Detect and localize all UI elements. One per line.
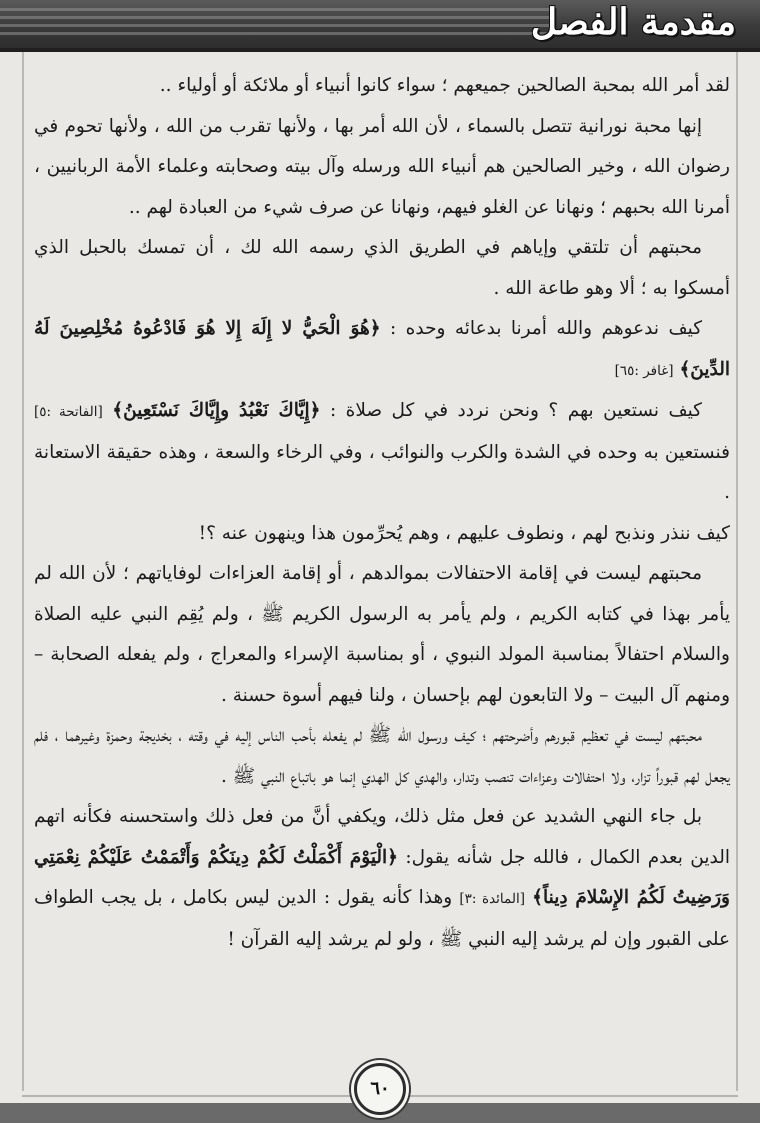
verse-reference: [غافر :٦٥] <box>614 362 674 379</box>
paragraph-with-ayah <box>34 797 730 960</box>
paragraph-with-ayah <box>34 309 730 391</box>
quran-verse: ﴿هُوَ الْحَيُّ لا إِلَهَ إِلا هُوَ فَادْعُوهُ مُخْلِصِينَ لَهُ الدِّينَ﴾ <box>34 318 730 380</box>
paragraph: محبتهم أن تلتقي وإياهم في الطريق الذي رسمه الله لك ، أن تمسك بالحبل الذي أمسكوا به ؛ ألا وهو طاعة الله . <box>34 237 730 299</box>
paragraph: كيف ننذر ونذبح لهم ، ونطوف عليهم ، وهم يُحرِّمون هذا وينهون عنه ؟! <box>198 522 730 544</box>
body-text <box>34 66 730 960</box>
header-stripe <box>0 24 550 27</box>
paragraph-text: وهذا كأنه يقول : الدين ليس بكامل ، بل يجب الطواف على القبور وإن لم يرشد إليه النبي ﷺ ، ولو لم يرشد إليه القرآن ! <box>34 887 730 950</box>
header-stripe <box>0 32 550 35</box>
paragraph-text: كيف ندعوهم والله أمرنا بدعائه وحده : <box>390 318 702 339</box>
paragraph-text: فنستعين به وحده في الشدة والكرب والنوائب ، وفي الرخاء والسعة ، وهذه حقيقة الاستعانة . <box>34 441 730 503</box>
verse-reference: [المائدة :٣] <box>459 891 525 907</box>
page-number-badge: ٦٠ <box>354 1063 406 1115</box>
paragraph: إنها محبة نورانية تتصل بالسماء ، لأن الله أمر بها ، ولأنها تقرب من الله ، ولأنها تحوم في رضوان الله ، وخير الصالحين هم أنبياء الله ورسله وآل بيته وصحابته وعلماء الأمة الربانيين ، أمرنا الله بحبهم ؛ ونهانا عن الغلو فيهم، ونهانا عن صرف شيء من العبادة لهم .. <box>34 115 730 218</box>
paragraph-text: بل جاء النهي الشديد عن فعل مثل ذلك، ويكفي أنَّ من فعل ذلك واستحسنه فكأنه اتهم الدين بعدم الكمال ، فالله جل شأنه يقول: <box>34 806 730 868</box>
quran-verse: ﴿الْيَوْمَ أَكْمَلْتُ لَكُمْ دِينَكُمْ وَأَتْمَمْتُ عَلَيْكُمْ نِعْمَتِي وَرَضِيتُ لَكُمُ الإِسْلامَ دِيناً﴾ <box>34 846 730 908</box>
chapter-title: مقدمة الفصل <box>530 1 736 43</box>
header-stripe <box>0 16 550 19</box>
paragraph: محبتهم ليست في إقامة الاحتفالات بموالدهم ، أو إقامة العزاءات لوفاياتهم ؛ لأن الله لم يأمر بهذا في كتابه الكريم ، ولم يأمر به الرسول الكريم ﷺ ، ولم يُقِم النبي عليه الصلاة والسلام احتفالاً بمناسبة المولد النبوي ، أو بمناسبة الإسراء والمعراج ، ولم يفعله الصحابة – ومنهم آل البيت – ولا التابعون لهم بإحسان ، ولنا فيهم أسوة حسنة . <box>34 563 730 706</box>
paragraph: محبتهم ليست في تعظيم قبورهم وأضرحتهم ؛ كيف ورسول الله ﷺ لم يفعله بأحب الناس إليه في وقته ، بخديجة وحمزة وغيرهما ، فلم يجعل لهم قبوراً تزار، ولا احتفالات وعزاءات تنصب وتدار، والهدي كل الهدي إنما هو باتباع النبي ﷺ . <box>34 725 730 787</box>
quran-verse: ﴿إِيَّاكَ نَعْبُدُ وإِيَّاكَ نَسْتَعِينُ﴾ <box>112 400 321 421</box>
paragraph-with-ayah <box>34 391 730 514</box>
paragraph: لقد أمر الله بمحبة الصالحين جميعهم ؛ سواء كانوا أنبياء أو ملائكة أو أولياء .. <box>159 75 730 96</box>
chapter-header-band <box>0 0 760 52</box>
paragraph-text: كيف نستعين بهم ؟ ونحن نردد في كل صلاة : <box>329 400 702 421</box>
header-stripe <box>0 8 550 11</box>
verse-reference: [الفاتحة :٥] <box>34 404 103 420</box>
